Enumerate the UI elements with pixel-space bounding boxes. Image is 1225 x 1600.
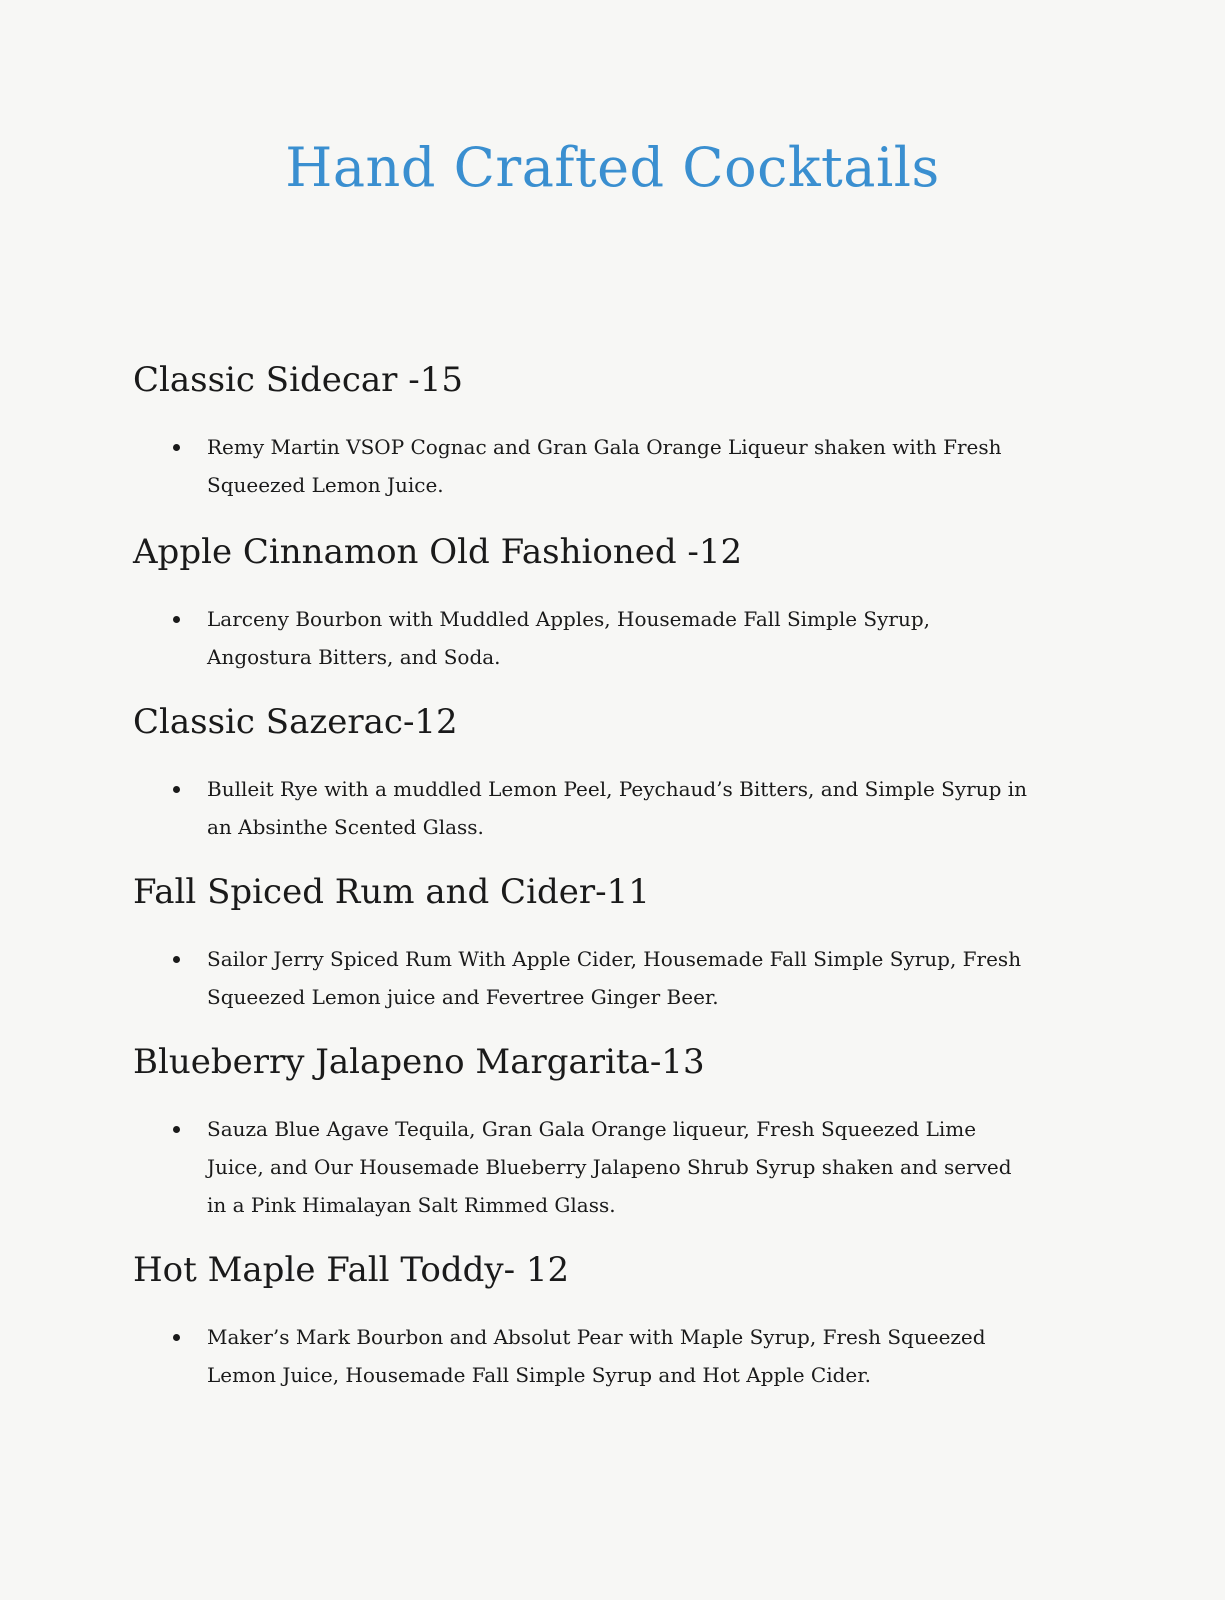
bullet-icon bbox=[173, 1126, 180, 1133]
cocktail-name: Fall Spiced Rum and Cider-11 bbox=[133, 872, 650, 912]
cocktail-description bbox=[133, 1318, 1037, 1394]
cocktail-description-text: Maker’s Mark Bourbon and Absolut Pear with Maple Syrup, Fresh Squeezed Lemon Juice, Housemade Fall Simple Syrup and Hot Apple Cider. bbox=[207, 1325, 986, 1387]
cocktail-description bbox=[133, 770, 1037, 846]
cocktail-description bbox=[133, 428, 1037, 504]
cocktail-item bbox=[133, 360, 1113, 504]
cocktail-description-list bbox=[133, 428, 1113, 504]
cocktail-item bbox=[133, 532, 1113, 676]
menu-title: Hand Crafted Cocktails bbox=[285, 136, 940, 199]
cocktail-description-list bbox=[133, 770, 1113, 846]
cocktail-item bbox=[133, 1250, 1113, 1394]
bullet-icon bbox=[173, 786, 180, 793]
cocktail-description-text: Remy Martin VSOP Cognac and Gran Gala Orange Liqueur shaken with Fresh Squeezed Lemon Juice. bbox=[207, 435, 1002, 497]
cocktail-description bbox=[133, 600, 1037, 676]
cocktail-description-list bbox=[133, 600, 1113, 676]
cocktail-description bbox=[133, 1110, 1037, 1224]
cocktail-description-text: Sauza Blue Agave Tequila, Gran Gala Orange liqueur, Fresh Squeezed Lime Juice, and Our Housemade Blueberry Jalapeno Shrub Syrup shaken and served in a Pink Himalayan Salt Rimmed Glass. bbox=[207, 1117, 1012, 1217]
cocktail-name: Blueberry Jalapeno Margarita-13 bbox=[133, 1042, 705, 1082]
cocktail-item bbox=[133, 872, 1113, 1016]
cocktail-description bbox=[133, 940, 1037, 1016]
cocktail-name: Hot Maple Fall Toddy- 12 bbox=[133, 1250, 570, 1290]
bullet-icon bbox=[173, 616, 180, 623]
cocktail-item bbox=[133, 702, 1113, 846]
cocktail-description-text: Larceny Bourbon with Muddled Apples, Housemade Fall Simple Syrup, Angostura Bitters, and Soda. bbox=[207, 607, 931, 669]
bullet-icon bbox=[173, 444, 180, 451]
bullet-icon bbox=[173, 956, 180, 963]
cocktail-description-list bbox=[133, 1318, 1113, 1394]
bullet-icon bbox=[173, 1334, 180, 1341]
cocktail-name: Apple Cinnamon Old Fashioned -12 bbox=[133, 532, 743, 572]
cocktail-description-list bbox=[133, 1110, 1113, 1224]
cocktail-description-text: Bulleit Rye with a muddled Lemon Peel, Peychaud’s Bitters, and Simple Syrup in an Absinthe Scented Glass. bbox=[207, 777, 1028, 839]
cocktail-name: Classic Sidecar -15 bbox=[133, 360, 463, 400]
cocktail-description-list bbox=[133, 940, 1113, 1016]
cocktail-name: Classic Sazerac-12 bbox=[133, 702, 458, 742]
cocktail-description-text: Sailor Jerry Spiced Rum With Apple Cider, Housemade Fall Simple Syrup, Fresh Squeezed Lemon juice and Fevertree Ginger Beer. bbox=[207, 947, 1022, 1009]
cocktail-item bbox=[133, 1042, 1113, 1224]
